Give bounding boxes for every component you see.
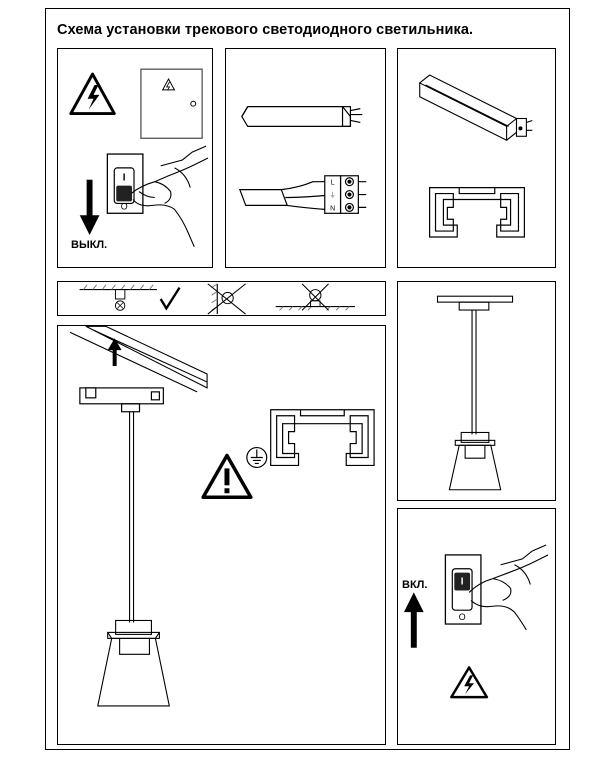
terminal-mark-ground: ⏚ <box>329 192 337 200</box>
track-rail-icon <box>420 75 533 140</box>
track-rail-icon <box>70 326 207 392</box>
switch-mark-on: I <box>122 172 126 184</box>
label-on: ВКЛ. <box>402 579 428 591</box>
track-profile-icon <box>271 410 374 466</box>
panel-install <box>57 325 386 745</box>
pendant-lamp-icon <box>437 296 512 490</box>
switch-mark-on: I <box>460 576 464 588</box>
panel-power-off <box>57 48 213 268</box>
panel-pendant <box>397 281 556 501</box>
switch-mark-off: O <box>120 201 128 212</box>
switch-mark-off: O <box>458 612 466 623</box>
track-adapter-icon <box>80 388 163 412</box>
warning-icon <box>203 455 251 497</box>
switch-off-icon <box>107 154 143 213</box>
track-profile-icon <box>430 188 525 237</box>
terminal-mark-n: N <box>330 205 336 213</box>
label-off: ВЫКЛ. <box>71 239 108 251</box>
ground-icon <box>247 448 267 468</box>
driver-icon <box>242 107 362 127</box>
diagram-title: Схема установки трекового светодиодного светильника. <box>57 22 474 38</box>
switch-on-icon <box>445 555 481 624</box>
install-illustration <box>58 326 385 744</box>
electrical-cabinet-icon <box>141 69 202 138</box>
check-icon <box>161 288 180 309</box>
terminal-mark-l: L <box>330 179 335 187</box>
mounting-illustration <box>58 282 385 315</box>
electrical-hazard-icon <box>71 74 114 113</box>
connection-illustration <box>226 49 385 267</box>
arrow-up-icon <box>404 592 424 647</box>
ceiling-mount-ok-icon <box>80 285 157 310</box>
electrical-hazard-icon <box>451 667 487 697</box>
power-off-illustration <box>58 49 212 267</box>
pendant-lamp-icon <box>98 412 170 706</box>
power-on-illustration <box>398 509 555 744</box>
floor-mount-not-allowed-icon <box>276 284 355 310</box>
panel-power-on <box>397 508 556 745</box>
panel-connection <box>225 48 386 268</box>
panel-track-rail <box>397 48 556 268</box>
terminal-block-icon <box>240 176 366 214</box>
pendant-illustration <box>398 282 555 500</box>
arrow-down-icon <box>80 180 100 235</box>
panel-mounting <box>57 281 386 316</box>
track-rail-illustration <box>398 49 555 267</box>
wall-mount-not-allowed-icon <box>208 284 246 314</box>
